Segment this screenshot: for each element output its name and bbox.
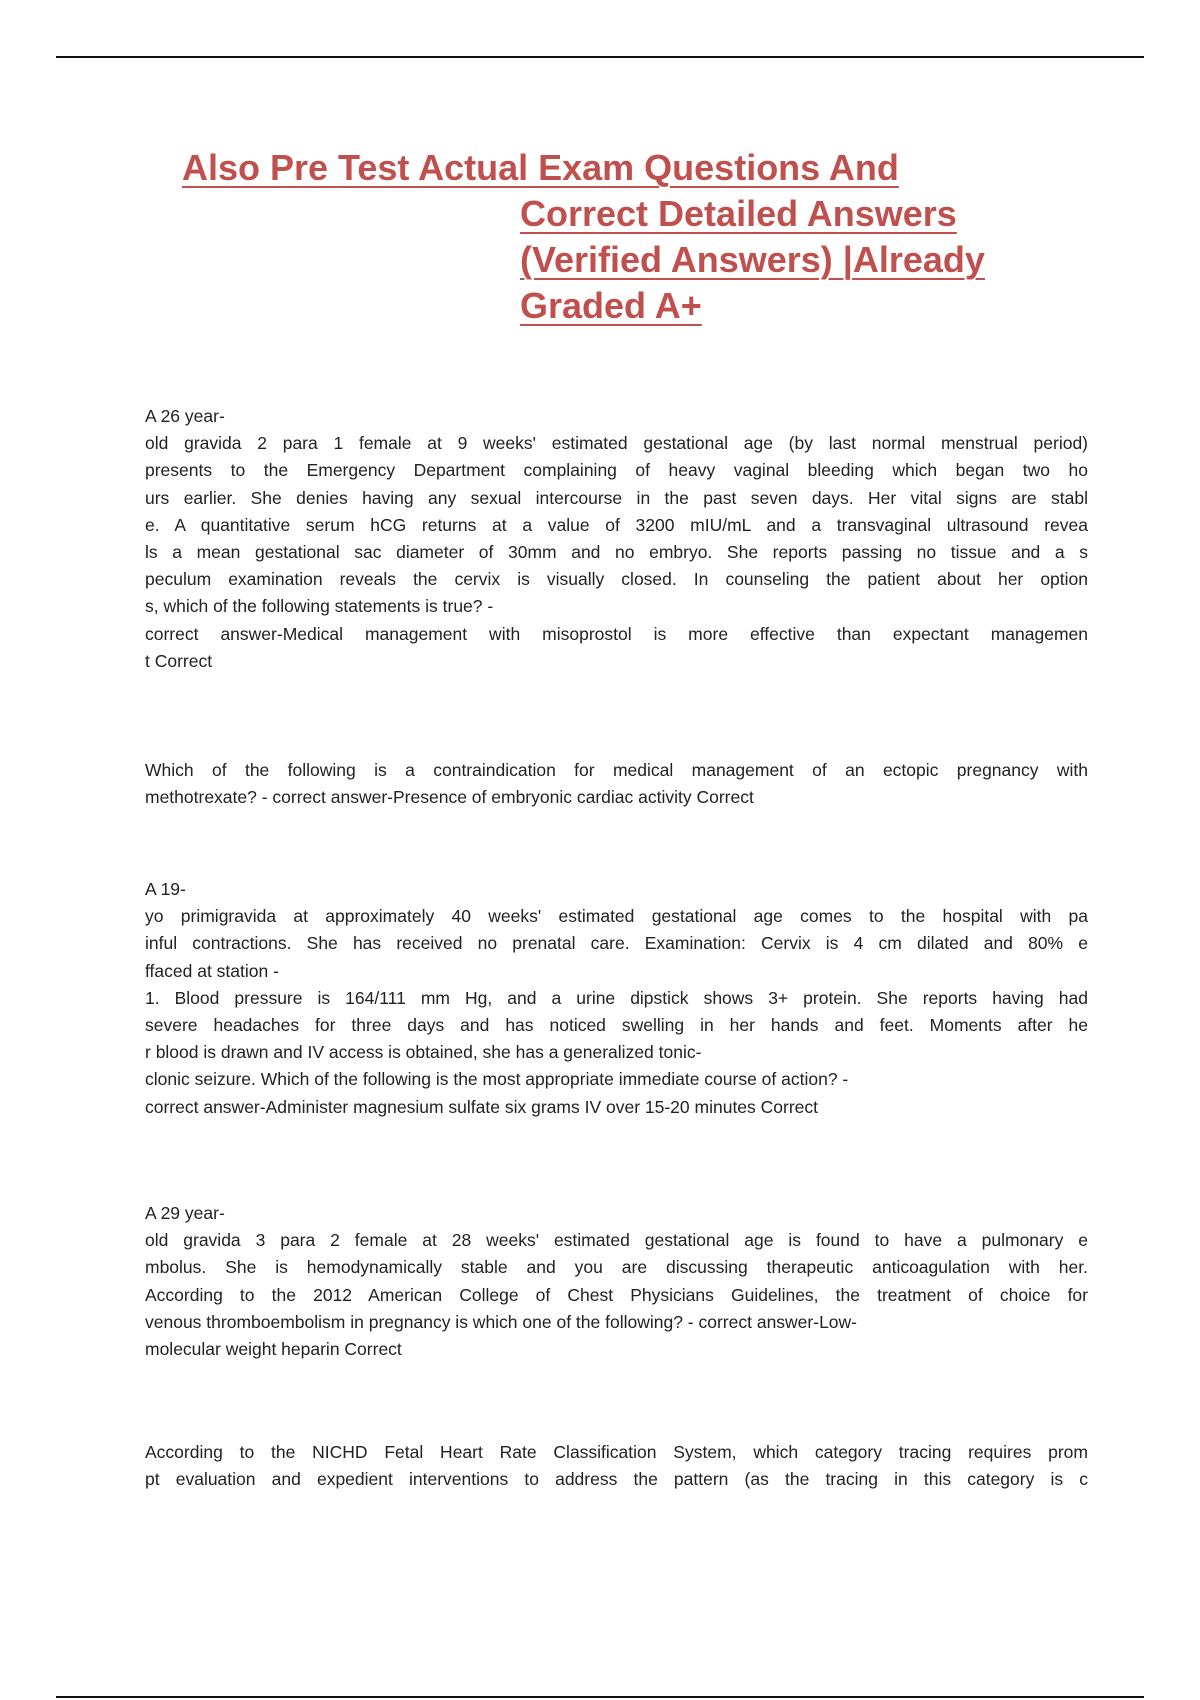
question-3 (145, 876, 1088, 1121)
title-line-2: Correct Detailed Answers (520, 193, 957, 234)
text-line: Which of the following is a contraindication for medical management of an ectopic pregnancy with (145, 760, 1088, 780)
text-line: severe headaches for three days and has noticed swelling in her hands and feet. Moments after he (145, 1014, 1088, 1035)
question-2 (145, 757, 1088, 811)
text-line: A 26 year- (145, 406, 225, 426)
text-line: clonic seizure. Which of the following is the most appropriate immediate course of action? - (145, 1069, 849, 1090)
text-line: According to the NICHD Fetal Heart Rate Classification System, which category tracing requires prom (145, 1442, 1088, 1462)
text-line: correct answer-Medical management with misoprostol is more effective than expectant managemen (145, 623, 1088, 644)
question-1 (145, 403, 1088, 675)
text-line: yo primigravida at approximately 40 weeks' estimated gestational age comes to the hospital with pa (145, 906, 1088, 927)
text-line: ffaced at station - (145, 960, 279, 981)
text-line: urs earlier. She denies having any sexual intercourse in the past seven days. Her vital signs are stabl (145, 487, 1088, 508)
text-line: A 19- (145, 879, 186, 899)
text-line: ls a mean gestational sac diameter of 30mm and no embryo. She reports passing no tissue and a s (145, 541, 1088, 562)
top-rule (56, 56, 1144, 58)
question-5 (145, 1439, 1088, 1493)
text-line: methotrexate? - correct answer-Presence of embryonic cardiac activity Correct (145, 787, 754, 808)
bottom-rule (56, 1696, 1144, 1698)
question-4 (145, 1200, 1088, 1363)
text-line: peculum examination reveals the cervix is visually closed. In counseling the patient about her option (145, 569, 1088, 590)
text-line: pt evaluation and expedient interventions to address the pattern (as the tracing in this category is c (145, 1469, 1088, 1490)
text-line: t Correct (145, 650, 213, 671)
title-line-1: Also Pre Test Actual Exam Questions And (182, 147, 899, 188)
text-line: venous thromboembolism in pregnancy is which one of the following? - correct answer-Low- (145, 1311, 858, 1332)
text-line: e. A quantitative serum hCG returns at a value of 3200 mIU/mL and a transvaginal ultrasound revea (145, 514, 1088, 535)
text-line: inful contractions. She has received no prenatal care. Examination: Cervix is 4 cm dilated and 80% e (145, 933, 1088, 954)
text-line: old gravida 3 para 2 female at 28 weeks' estimated gestational age is found to have a pulmonary e (145, 1230, 1088, 1251)
text-line: According to the 2012 American College of Chest Physicians Guidelines, the treatment of choice for (145, 1284, 1088, 1305)
text-line: s, which of the following statements is true? - (145, 596, 494, 617)
title-line-4: Graded A+ (520, 285, 702, 326)
text-line: molecular weight heparin Correct (145, 1338, 402, 1359)
text-line: A 29 year- (145, 1203, 225, 1223)
text-line: presents to the Emergency Department complaining of heavy vaginal bleeding which began two ho (145, 460, 1088, 481)
text-line: r blood is drawn and IV access is obtained, she has a generalized tonic- (145, 1042, 702, 1063)
title-line-3: (Verified Answers) |Already (520, 239, 985, 280)
text-line: 1. Blood pressure is 164/111 mm Hg, and a urine dipstick shows 3+ protein. She reports having had (145, 987, 1088, 1008)
text-line: correct answer-Administer magnesium sulfate six grams IV over 15-20 minutes Correct (145, 1096, 819, 1117)
text-line: mbolus. She is hemodynamically stable and you are discussing therapeutic anticoagulation with her. (145, 1257, 1088, 1278)
text-line: old gravida 2 para 1 female at 9 weeks' estimated gestational age (by last normal menstrual period) (145, 433, 1088, 454)
